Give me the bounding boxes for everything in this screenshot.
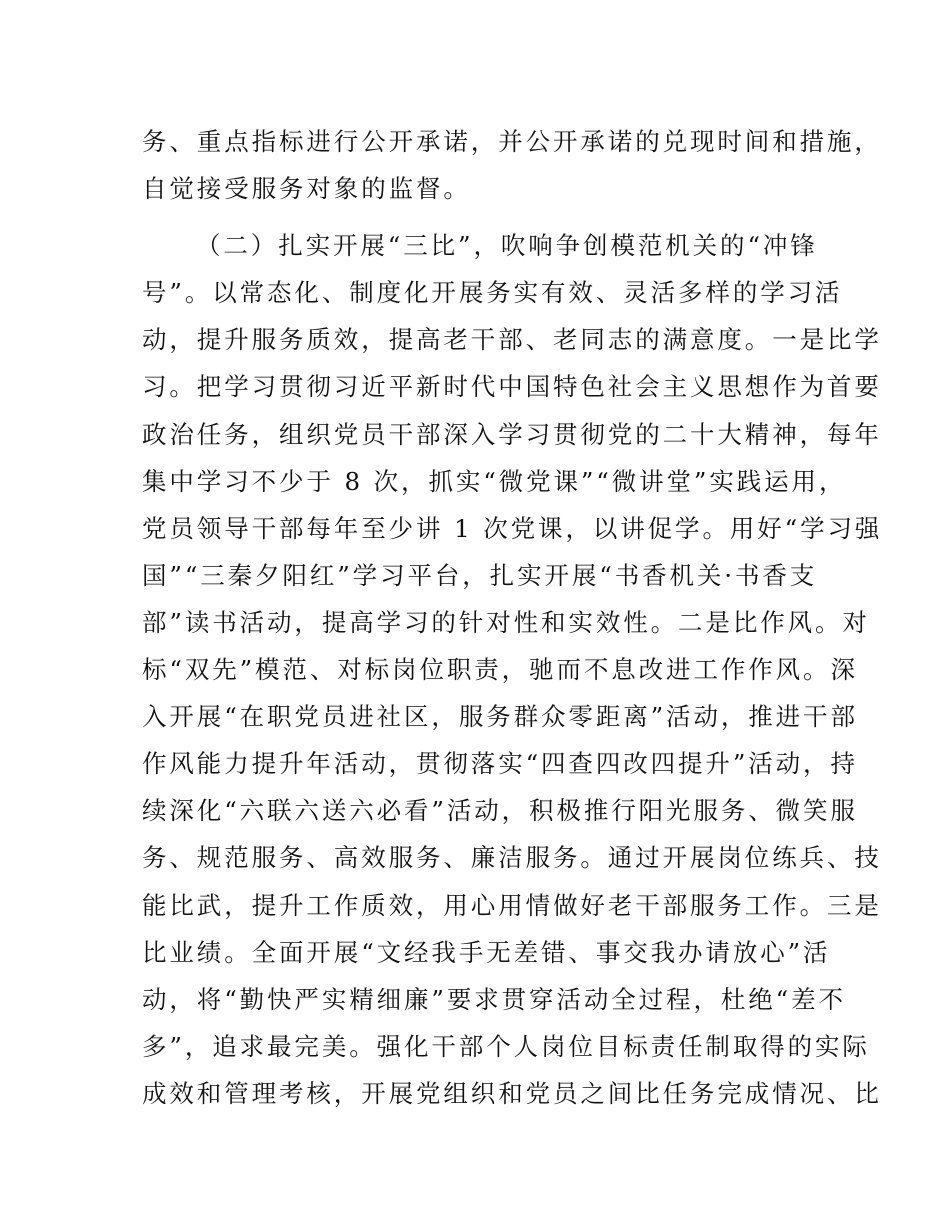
text-line: 成效和管理考核，开展党组织和党员之间比任务完成情况、比 xyxy=(142,1078,882,1108)
text-line: 多”，追求最完美。强化干部个人岗位目标责任制取得的实际 xyxy=(142,1031,870,1061)
text-line: 入开展“在职党员进社区，服务群众零距离”活动，推进干部 xyxy=(142,702,858,732)
text-line: 动，提升服务质效，提高老干部、老同志的满意度。一是比学 xyxy=(142,325,882,355)
text-line: 政治任务，组织党员干部深入学习贯彻党的二十大精神，每年 xyxy=(142,419,882,449)
text-line: 作风能力提升年活动，贯彻落实“四查四改四提升”活动，持 xyxy=(142,749,858,779)
text-line: 部”读书活动，提高学习的针对性和实效性。二是比作风。对 xyxy=(142,607,870,637)
text-line: 党员领导干部每年至少讲 1 次党课，以讲促学。用好“学习强 xyxy=(142,513,883,543)
text-line: 比业绩。全面开展“文经我手无差错、事交我办请放心”活 xyxy=(142,937,831,967)
text-line: 自觉接受服务对象的监督。 xyxy=(142,174,471,204)
text-line: 习。把学习贯彻习近平新时代中国特色社会主义思想作为首要 xyxy=(142,372,882,402)
text-line: 号”。以常态化、制度化开展务实有效、灵活多样的学习活 xyxy=(142,278,843,308)
text-line: 务、重点指标进行公开承诺，并公开承诺的兑现时间和措施， xyxy=(142,127,882,156)
text-line: 标“双先”模范、对标岗位职责，驰而不息改进工作作风。深 xyxy=(142,655,858,685)
paragraph-1 xyxy=(142,118,882,212)
text-line: 国”“三秦夕阳红”学习平台，扎实开展“书香机关·书香支 xyxy=(142,560,818,590)
paragraph-2 xyxy=(142,222,883,1117)
text-line: 续深化“六联六送六必看”活动，积极推行阳光服务、微笑服 xyxy=(142,796,858,826)
document-body xyxy=(142,118,883,1117)
text-line: （二）扎实开展“三比”，吹响争创模范机关的“冲锋 xyxy=(196,231,818,261)
text-line: 务、规范服务、高效服务、廉洁服务。通过开展岗位练兵、技 xyxy=(142,843,882,873)
text-line: 动，将“勤快严实精细廉”要求贯穿活动全过程，杜绝“差不 xyxy=(142,984,846,1014)
text-line: 能比武，提升工作质效，用心用情做好老干部服务工作。三是 xyxy=(142,890,882,920)
text-line: 集中学习不少于 8 次，抓实“微党课”“微讲堂”实践运用， xyxy=(142,466,847,496)
